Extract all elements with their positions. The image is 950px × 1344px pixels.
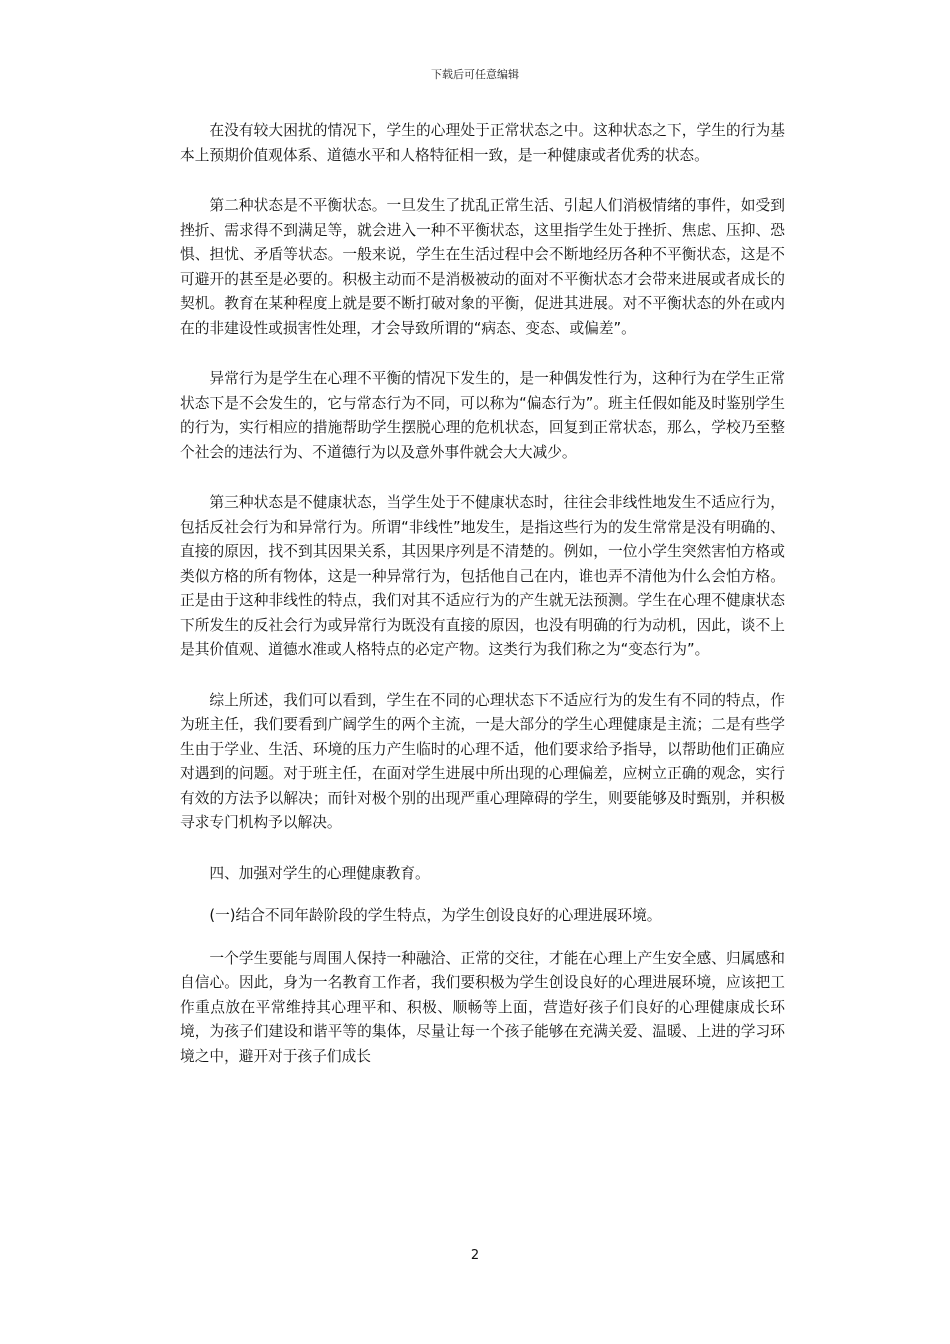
paragraph-normal-state: 在没有较大困扰的情况下，学生的心理处于正常状态之中。这种状态之下，学生的行为基本上预期价值观体系、道德水平和人格特征相一致，是一种健康或者优秀的状态。 xyxy=(180,122,785,164)
page-header: 下载后可任意编辑 xyxy=(431,68,519,81)
subsection-heading: (一)结合不同年龄阶段的学生特点，为学生创设良好的心理进展环境。 xyxy=(209,907,662,924)
paragraph-environment: 一个学生要能与周围人保持一种融洽、正常的交往，才能在心理上产生安全感、归属感和自信心。因此，身为一名教育工作者，我们要积极为学生创设良好的心理进展环境，应该把工作重点放在平常维持其心理平和、积极、顺畅等上面，营造好孩子们良好的心理健康成长环境，为孩子们建设和谐平等的集体，尽量让每一个孩子能够在充满关爱、温暖、上进的学习环境之中，避开对于孩子们成长 xyxy=(180,949,785,1065)
section-heading: 四、加强对学生的心理健康教育。 xyxy=(209,864,430,882)
paragraph-unhealthy-state: 第三种状态是不健康状态，当学生处于不健康状态时，往往会非线性地发生不适应行为，包括反社会行为和异常行为。所谓“非线性”地发生，是指这些行为的发生常常是没有明确的、直接的原因，找不到其因果关系，其因果序列是不清楚的。例如，一位小学生突然害怕方格或类似方格的所有物体，这是一种异常行为，包括他自己在内，谁也弄不清他为什么会怕方格。正是由于这种非线性的特点，我们对其不适应行为的产生就无法预测。学生在心理不健康状态下所发生的反社会行为或异常行为既没有直接的原因，也没有明确的行为动机，因此，谈不上是其价值观、道德水准或人格特点的必定产物。这类行为我们称之为“变态行为”。 xyxy=(180,494,785,658)
page-number: 2 xyxy=(470,1248,480,1263)
paragraph-summary: 综上所述，我们可以看到，学生在不同的心理状态下不适应行为的发生有不同的特点，作为班主任，我们要看到广阔学生的两个主流，一是大部分的学生心理健康是主流；二是有些学生由于学业、生活、环境的压力产生临时的心理不适，他们要求给予指导，以帮助他们正确应对遇到的问题。对于班主任，在面对学生进展中所出现的心理偏差，应树立正确的观念，实行有效的方法予以解决；而针对极个别的出现严重心理障碍的学生，则要能够及时甄别，并积极寻求专门机构予以解决。 xyxy=(180,691,785,831)
paragraph-unbalanced-state: 第二种状态是不平衡状态。一旦发生了扰乱正常生活、引起人们消极情绪的事件，如受到挫折、需求得不到满足等，就会进入一种不平衡状态，这里指学生处于挫折、焦虑、压抑、恐惧、担忧、矛盾等状态。一般来说，学生在生活过程中会不断地经历各种不平衡状态，这是不可避开的甚至是必要的。积极主动而不是消极被动的面对不平衡状态才会带来进展或者成长的契机。教育在某种程度上就是要不断打破对象的平衡，促进其进展。对不平衡状态的外在或内在的非建设性或损害性处理，才会导致所谓的“病态、变态、或偏差”。 xyxy=(180,197,785,337)
document-body xyxy=(180,119,785,1095)
paragraph-abnormal-behavior: 异常行为是学生在心理不平衡的情况下发生的，是一种偶发性行为，这种行为在学生正常状态下是不会发生的，它与常态行为不同，可以称为“偏态行为”。班主任假如能及时鉴别学生的行为，实行相应的措施帮助学生摆脱心理的危机状态，回复到正常状态，那么，学校乃至整个社会的违法行为、不道德行为以及意外事件就会大大减少。 xyxy=(180,370,785,461)
